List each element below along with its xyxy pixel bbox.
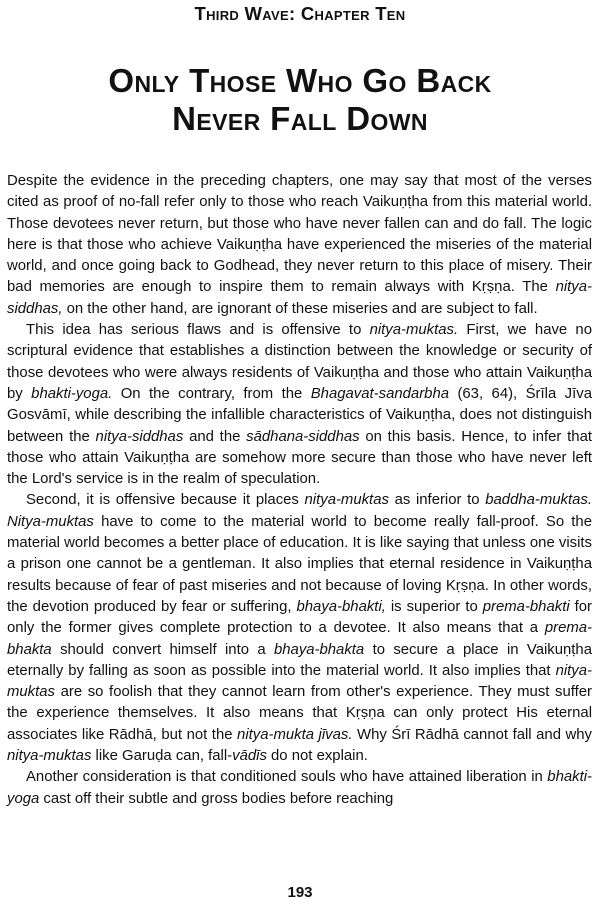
italic-term: prema-bhakta [7,620,592,658]
paragraph [7,490,592,767]
text-run: Another consideration is that conditioned souls who have attained liberation in [26,769,548,786]
chapter-title [0,62,600,138]
italic-term: bhakti-yoga [7,769,592,807]
italic-term: vādīs [232,748,267,765]
chapter-title-line-2: Never Fall Down [172,100,428,137]
text-run: have to come to the material world to become really fall-proof. So the material world becomes a better place of education. It is like saying that unless one visits a prison one cannot be a gentleman. It also implies that eternal residence in Vaikuṇṭha results because of fear of past miseries and not because of loving Kṛṣṇa. In other words, the devotion produced by fear or suffering, [7,513,592,615]
italic-term: bhaya-bhakta [273,641,365,658]
chapter-title-line-1: Only Those Who Go Back [108,62,492,99]
text-run: Why Śrī Rādhā cannot fall and why [352,726,593,743]
italic-term: sādhana-siddhas [246,428,360,445]
italic-term: Bhagavat-sandarbha [310,385,450,402]
italic-term: nitya-muktas [304,492,389,509]
italic-term: nitya-muktas. [369,322,459,339]
text-run: is superior to [385,598,483,615]
body-text [7,171,592,810]
italic-term: bhakti-yoga. [31,385,113,402]
italic-term: prema-bhakti [482,598,570,615]
text-run: First, we have no scriptural evidence that establishes a distinction between the knowledge or security of those devotees who were always residents of Vaikuṇṭha and those who attain Vaikuṇṭha by [7,322,592,402]
italic-term: nitya-siddhas, [7,279,592,317]
text-run: for only the former gives complete protection to a devotee. It also means that a [7,598,592,637]
text-run: on the other hand, are ignorant of these miseries and are subject to fall. [62,300,538,317]
paragraph [7,171,592,320]
italic-term: nitya-siddhas [95,428,184,445]
text-run: Second, it is offensive because it places [26,492,305,509]
text-run: This idea has serious flaws and is offensive to [26,322,370,339]
italic-term: nitya-mukta jīvas. [237,726,353,743]
text-run: on this basis. Hence, to infer that those who attain Vaikuṇṭha are somehow more secure than those who have never left the Lord's service is in the realm of speculation. [7,428,592,488]
text-run: cast off their subtle and gross bodies before reaching [39,790,394,807]
paragraph [7,320,592,490]
text-run: (63, 64), Śrīla Jīva Gosvāmī, while describing the infallible characteristics of Vaikuṇṭha, does not distinguish between the [7,385,592,445]
italic-term: nitya-muktas [7,662,592,701]
paragraph [7,767,592,810]
italic-term: baddha-muktas. Nitya-muktas [7,492,592,530]
text-run: to secure a place in Vaikuṇṭha eternally by falling as soon as possible into the material world. It also implies that [7,641,592,679]
text-run: Despite the evidence in the preceding chapters, one may say that most of the verses cited as proof of no-fall refer only to those who reach Vaikuṇṭha from this material world. Those devotees never return, but those who have never fallen can and do fall. The logic here is that those who achieve Vaikuṇṭha have experienced the miseries of the material world, and once going back to Godhead, they never return to this place of misery. Their bad memories are enough to inspire them to remain always with Kṛṣṇa. The [7,173,592,296]
text-run: as inferior to [388,492,486,509]
text-run: and the [183,428,247,445]
italic-term: nitya-muktas [7,748,92,765]
text-run: like Garuḍa can, fall- [91,748,233,765]
page-number: 193 [287,884,313,901]
italic-term: bhaya-bhakti, [296,598,386,615]
text-run: are so foolish that they cannot learn from other's experience. They must suffer the experience themselves. It also means that Kṛṣṇa can only protect His eternal associates like Rādhā, but not the [7,684,592,743]
text-run: should convert himself into a [51,641,274,658]
running-head: Third Wave: Chapter Ten [194,3,406,24]
text-run: do not explain. [266,748,368,765]
text-run: On the contrary, from the [112,385,311,402]
